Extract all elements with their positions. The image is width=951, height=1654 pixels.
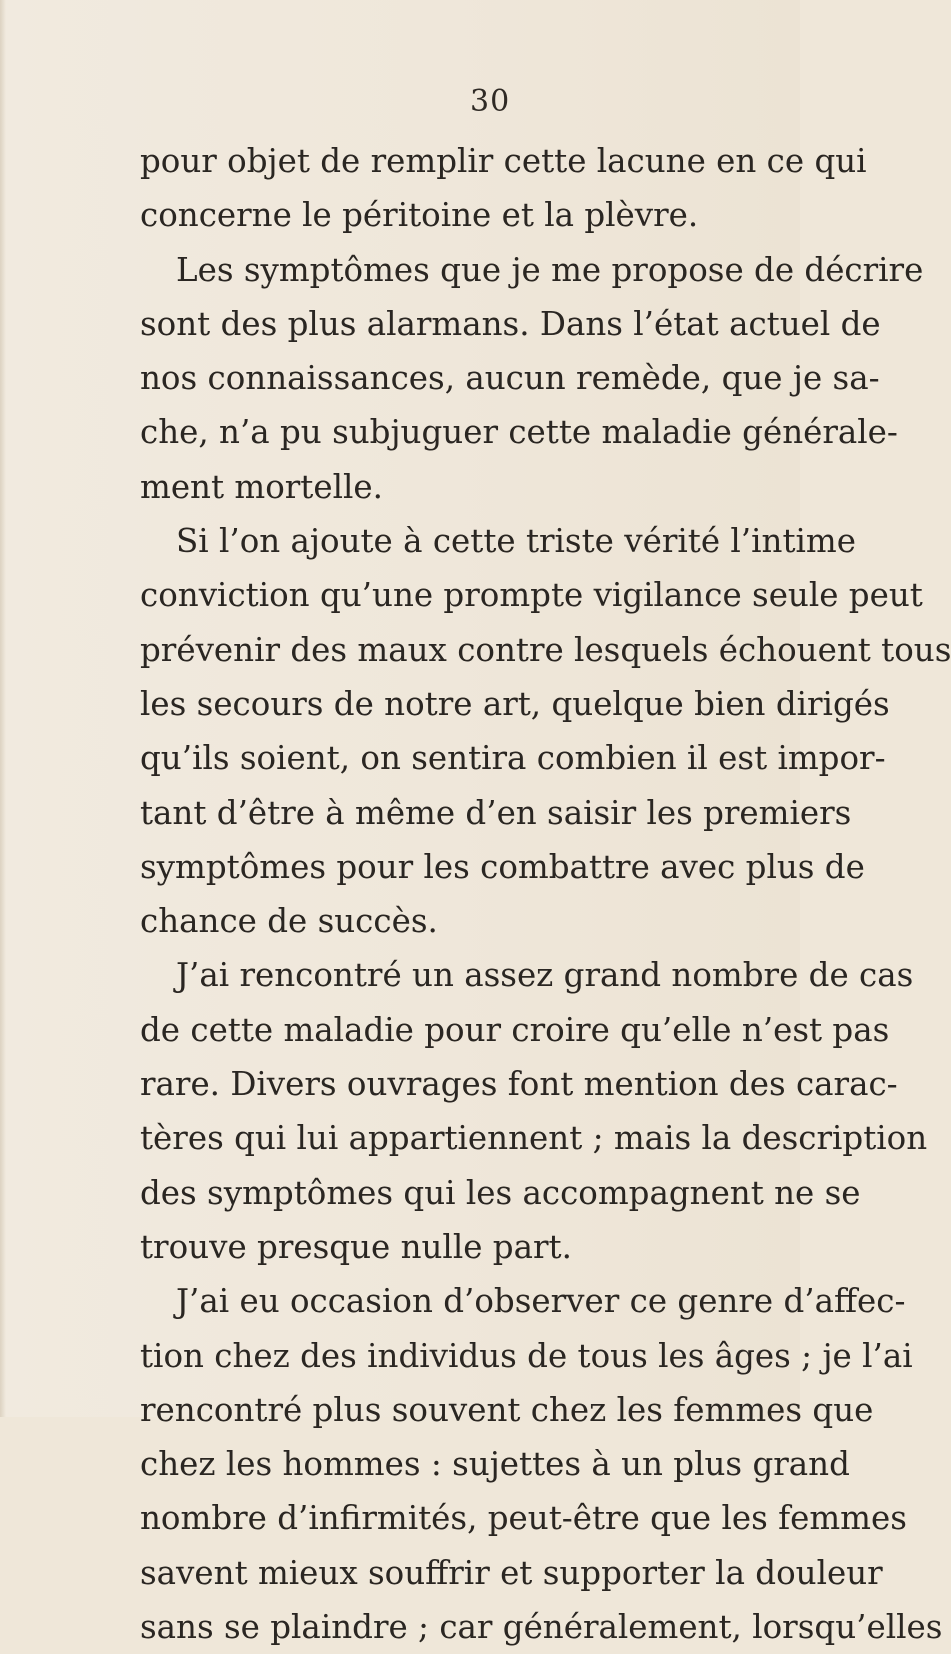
- page-number: 30: [470, 84, 511, 119]
- text-line: tion chez des individus de tous les âges ; je l’ai: [140, 1336, 913, 1375]
- text-line: Si l’on ajoute à cette triste vérité l’intime: [176, 522, 856, 561]
- text-line: sans se plaindre ; car généralement, lorsqu’elles: [140, 1608, 943, 1647]
- text-line: tères qui lui appartiennent ; mais la description: [140, 1119, 928, 1158]
- text-line: symptômes pour les combattre avec plus de: [140, 847, 865, 886]
- text-line: nos connaissances, aucun remède, que je sa-: [140, 359, 880, 398]
- text-line: chez les hommes : sujettes à un plus grand: [140, 1445, 850, 1484]
- page-edge-shadow: [0, 0, 6, 1417]
- text-line: rare. Divers ouvrages font mention des carac-: [140, 1065, 898, 1104]
- text-line: conviction qu’une prompte vigilance seule peut: [140, 576, 923, 615]
- text-line: che, n’a pu subjuguer cette maladie générale-: [140, 413, 898, 452]
- text-line: J’ai eu occasion d’observer ce genre d’affec-: [176, 1282, 906, 1321]
- text-line: Les symptômes que je me propose de décrire: [176, 250, 924, 289]
- text-line: qu’ils soient, on sentira combien il est impor-: [140, 739, 886, 778]
- text-line: sont des plus alarmans. Dans l’état actuel de: [140, 304, 881, 343]
- text-line: chance de succès.: [140, 902, 438, 941]
- text-line: trouve presque nulle part.: [140, 1227, 572, 1266]
- text-line: prévenir des maux contre lesquels échouent tous: [140, 630, 951, 669]
- text-line: J’ai rencontré un assez grand nombre de cas: [176, 956, 914, 995]
- text-line: pour objet de remplir cette lacune en ce qui: [140, 142, 867, 180]
- text-line: tant d’être à même d’en saisir les premiers: [140, 793, 852, 832]
- text-line: concerne le péritoine et la plèvre.: [140, 196, 699, 235]
- text-line: nombre d’infirmités, peut-être que les femmes: [140, 1499, 907, 1538]
- text-line: des symptômes qui les accompagnent ne se: [140, 1173, 861, 1212]
- body-text: [140, 134, 951, 1654]
- text-line: rencontré plus souvent chez les femmes que: [140, 1390, 874, 1429]
- text-line: de cette maladie pour croire qu’elle n’est pas: [140, 1010, 890, 1049]
- text-line: les secours de notre art, quelque bien dirigés: [140, 684, 890, 723]
- text-line: savent mieux souffrir et supporter la douleur: [140, 1553, 883, 1592]
- text-line: ment mortelle.: [140, 467, 383, 506]
